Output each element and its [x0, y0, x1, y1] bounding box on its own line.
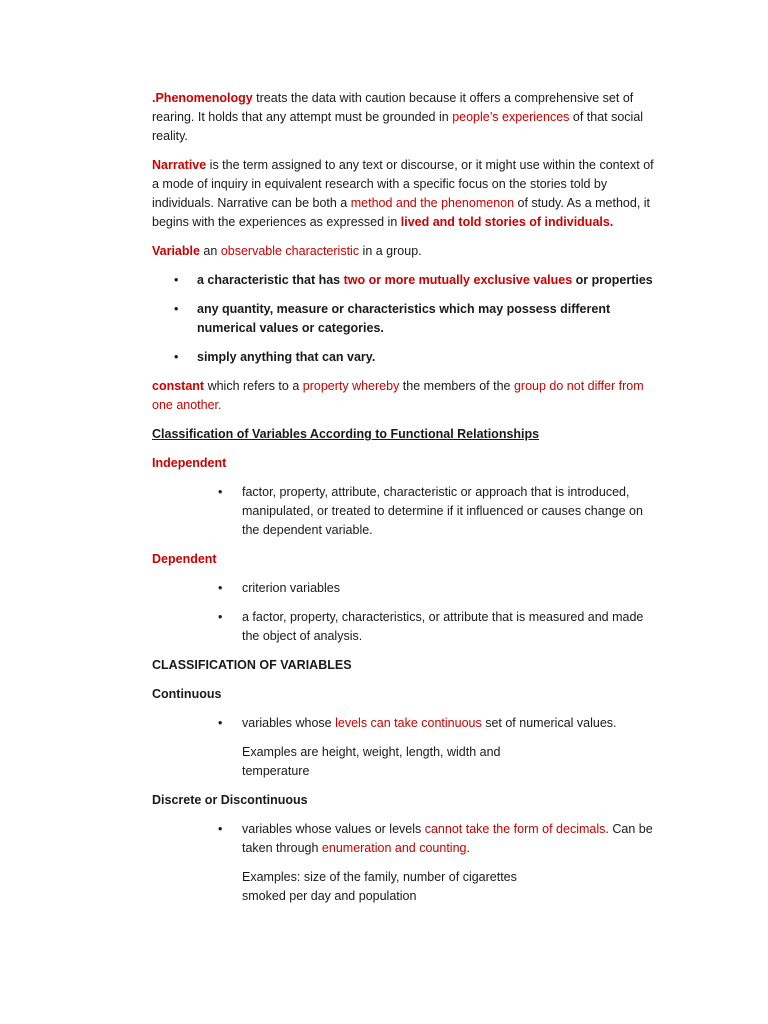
narrative-highlight-2: lived and told stories of individuals.: [400, 215, 614, 229]
phenomenology-highlight: people’s experiences: [452, 110, 570, 124]
bullet-highlight: levels can take continuous: [335, 716, 482, 730]
bullet-text-post: set of numerical values.: [481, 716, 617, 730]
bullet-text-pre: variables whose values or levels: [242, 822, 425, 836]
list-item: [152, 579, 663, 598]
list-item: [152, 348, 663, 367]
phenomenology-text-1: treats the data with caution because it offers a comprehensive set of rearing. It holds that any attempt must be grounded in: [152, 91, 634, 124]
variable-highlight: observable characteristic: [220, 244, 360, 258]
variable-bullet-list: [152, 271, 663, 367]
list-item: [152, 714, 663, 733]
bullet-highlight-1: cannot take the form of decimals: [424, 822, 606, 836]
list-item: [152, 608, 663, 646]
phenomenology-term: .Phenomenology: [152, 91, 253, 105]
bullet-highlight-2: enumeration and counting: [321, 841, 467, 855]
bullet-text-post: or properties: [572, 273, 653, 287]
bullet-text: simply anything that can vary.: [197, 350, 376, 364]
dependent-label: Dependent: [152, 552, 217, 566]
list-item: [152, 820, 663, 858]
discrete-examples: [152, 868, 663, 906]
constant-text-2: the members of the: [399, 379, 514, 393]
bullet-text: factor, property, attribute, characteristic or approach that is introduced, manipulated, or treated to determine if it influenced or causes change on the dependent variable.: [242, 485, 643, 537]
bullet-text: any quantity, measure or characteristics which may possess different numerical values or categories.: [197, 302, 611, 335]
list-item: [152, 300, 663, 338]
bullet-highlight: two or more mutually exclusive values: [343, 273, 573, 287]
classification-heading: CLASSIFICATION OF VARIABLES: [152, 658, 352, 672]
bullet-text-post: .: [466, 841, 470, 855]
variable-paragraph: [152, 242, 663, 261]
bullet-text: criterion variables: [242, 581, 340, 595]
continuous-examples: [152, 743, 663, 781]
continuous-bullet-list: [152, 714, 663, 733]
dependent-bullet-list: [152, 579, 663, 646]
narrative-text-1: is the term assigned to any text or discourse, or it might use within the context of a mode of inquiry in equivalent research with a specific focus on the stories told by individuals. Narrative can be both a: [152, 158, 654, 210]
continuous-label: Continuous: [152, 687, 222, 701]
discrete-bullet-list: [152, 820, 663, 858]
variable-text-1: an: [199, 244, 221, 258]
variable-term: Variable: [152, 244, 200, 258]
examples-text: Examples are height, weight, length, width and temperature: [242, 745, 501, 778]
bullet-text: a factor, property, characteristics, or attribute that is measured and made the object of analysis.: [242, 610, 644, 643]
constant-paragraph: [152, 377, 663, 415]
functional-heading: Classification of Variables According to Functional Relationships: [152, 427, 540, 441]
bullet-text-mid: . Can be taken through: [242, 822, 653, 855]
list-item: [152, 483, 663, 540]
constant-term: constant: [152, 379, 205, 393]
constant-highlight-1: property whereby: [302, 379, 400, 393]
independent-bullet-list: [152, 483, 663, 540]
narrative-term: Narrative: [152, 158, 207, 172]
bullet-text-pre: a characteristic that has: [197, 273, 344, 287]
constant-highlight-2: group do not differ from one another.: [152, 379, 644, 412]
narrative-highlight-1: method and the phenomenon: [350, 196, 515, 210]
independent-label: Independent: [152, 456, 227, 470]
phenomenology-text-2: of that social reality.: [152, 110, 644, 143]
examples-text: Examples: size of the family, number of cigarettes smoked per day and population: [242, 870, 517, 903]
narrative-paragraph: [152, 156, 663, 232]
variable-text-2: in a group.: [359, 244, 422, 258]
list-item: [152, 271, 663, 290]
phenomenology-paragraph: [152, 89, 663, 146]
constant-text-1: which refers to a: [204, 379, 303, 393]
discrete-label: Discrete or Discontinuous: [152, 793, 308, 807]
narrative-text-2: of study. As a method, it begins with the experiences as expressed in: [152, 196, 651, 229]
bullet-text-pre: variables whose: [242, 716, 336, 730]
